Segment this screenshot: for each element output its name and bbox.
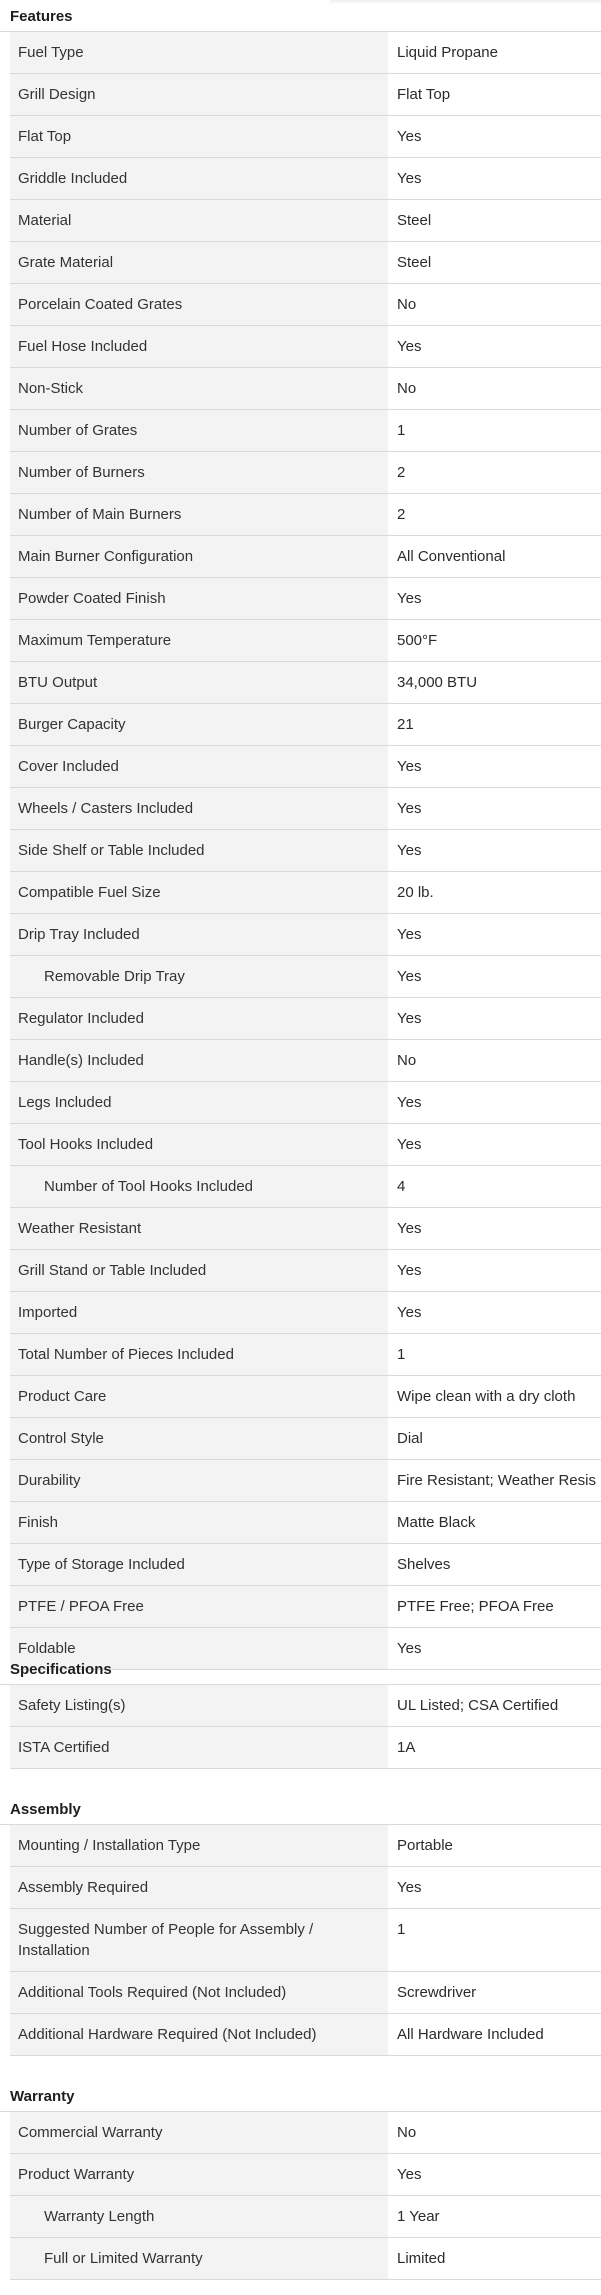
spec-label: Suggested Number of People for Assembly / Installation [10,1909,388,1971]
spec-value: Steel [388,242,601,283]
spec-row [10,956,601,998]
spec-label: Fuel Type [10,32,388,73]
spec-value: All Hardware Included [388,2014,601,2055]
spec-label: Assembly Required [10,1867,388,1908]
assembly-table [10,1825,601,2056]
spec-row [10,200,601,242]
section-title-warranty: Warranty [0,2082,601,2112]
spec-value: Yes [388,1250,601,1291]
spec-value: 1A [388,1727,601,1768]
spec-label: Type of Storage Included [10,1544,388,1585]
spec-label: Fuel Hose Included [10,326,388,367]
spec-row [10,620,601,662]
spec-row [10,1867,601,1909]
spec-row [10,410,601,452]
spec-label: Additional Tools Required (Not Included) [10,1972,388,2013]
assembly-section [0,1795,601,2056]
spec-label: ISTA Certified [10,1727,388,1768]
spec-label: Maximum Temperature [10,620,388,661]
spec-value: 20 lb. [388,872,601,913]
spec-value: Yes [388,578,601,619]
spec-label: Product Care [10,1376,388,1417]
spec-row [10,1685,601,1727]
spec-label: Full or Limited Warranty [10,2238,388,2279]
spec-label: BTU Output [10,662,388,703]
spec-value: Yes [388,830,601,871]
spec-label: Durability [10,1460,388,1501]
spec-label: Main Burner Configuration [10,536,388,577]
spec-row [10,1292,601,1334]
spec-label: Finish [10,1502,388,1543]
spec-row [10,284,601,326]
spec-row [10,1825,601,1867]
spec-row [10,1208,601,1250]
spec-label: Powder Coated Finish [10,578,388,619]
spec-row [10,368,601,410]
spec-value: Yes [388,1292,601,1333]
specifications-table [10,1685,601,1769]
spec-label: Total Number of Pieces Included [10,1334,388,1375]
spec-value: Yes [388,914,601,955]
warranty-table [10,2112,601,2280]
spec-row [10,74,601,116]
spec-value: Yes [388,2154,601,2195]
spec-value: Fire Resistant; Weather Resis [388,1460,601,1501]
spec-row [10,1727,601,1769]
spec-label: Cover Included [10,746,388,787]
spec-label: Regulator Included [10,998,388,1039]
spec-value: PTFE Free; PFOA Free [388,1586,601,1627]
spec-value: No [388,1040,601,1081]
spec-value: Steel [388,200,601,241]
spec-value: 1 Year [388,2196,601,2237]
spec-row [10,1040,601,1082]
spec-label: Legs Included [10,1082,388,1123]
spec-label: Number of Grates [10,410,388,451]
spec-value: Wipe clean with a dry cloth [388,1376,601,1417]
section-title-specifications: Specifications [0,1655,601,1685]
spec-label: Mounting / Installation Type [10,1825,388,1866]
spec-row [10,1972,601,2014]
features-section [0,2,601,1670]
spec-label: Wheels / Casters Included [10,788,388,829]
spec-value: UL Listed; CSA Certified [388,1685,601,1726]
spec-row [10,1124,601,1166]
spec-row [10,914,601,956]
spec-value: Yes [388,1867,601,1908]
spec-value: Yes [388,116,601,157]
spec-label: Grill Design [10,74,388,115]
spec-value: 2 [388,452,601,493]
spec-value: All Conventional [388,536,601,577]
spec-row [10,2112,601,2154]
spec-label: Non-Stick [10,368,388,409]
section-title-assembly: Assembly [0,1795,601,1825]
spec-row [10,662,601,704]
spec-row [10,536,601,578]
spec-row [10,998,601,1040]
spec-row [10,494,601,536]
spec-value: 1 [388,410,601,451]
spec-label: Handle(s) Included [10,1040,388,1081]
spec-value: Matte Black [388,1502,601,1543]
spec-label: Removable Drip Tray [10,956,388,997]
spec-label: Imported [10,1292,388,1333]
spec-label: PTFE / PFOA Free [10,1586,388,1627]
spec-value: Yes [388,788,601,829]
spec-row [10,2014,601,2056]
spec-row [10,2238,601,2280]
spec-value: Liquid Propane [388,32,601,73]
spec-label: Porcelain Coated Grates [10,284,388,325]
spec-value: Yes [388,746,601,787]
spec-value: Yes [388,1082,601,1123]
spec-row [10,326,601,368]
spec-value: No [388,284,601,325]
spec-row [10,1544,601,1586]
spec-row [10,1334,601,1376]
spec-value: Dial [388,1418,601,1459]
spec-row [10,1909,601,1972]
spec-row [10,704,601,746]
spec-value: Screwdriver [388,1972,601,2013]
spec-row [10,1460,601,1502]
spec-label: Flat Top [10,116,388,157]
spec-label: Material [10,200,388,241]
spec-value: 21 [388,704,601,745]
spec-row [10,2196,601,2238]
spec-row [10,116,601,158]
spec-value: 500°F [388,620,601,661]
spec-label: Side Shelf or Table Included [10,830,388,871]
spec-value: Yes [388,998,601,1039]
spec-label: Grate Material [10,242,388,283]
spec-label: Drip Tray Included [10,914,388,955]
spec-row [10,1502,601,1544]
spec-row [10,158,601,200]
specifications-section [0,1655,601,1769]
spec-label: Product Warranty [10,2154,388,2195]
spec-value: Portable [388,1825,601,1866]
spec-value: Shelves [388,1544,601,1585]
spec-value: Yes [388,956,601,997]
spec-row [10,1376,601,1418]
spec-label: Additional Hardware Required (Not Included) [10,2014,388,2055]
spec-label: Number of Tool Hooks Included [10,1166,388,1207]
spec-row [10,578,601,620]
spec-value: 34,000 BTU [388,662,601,703]
spec-value: Yes [388,158,601,199]
spec-row [10,872,601,914]
spec-row [10,1082,601,1124]
warranty-section [0,2082,601,2280]
spec-row [10,1250,601,1292]
spec-label: Tool Hooks Included [10,1124,388,1165]
spec-label: Number of Burners [10,452,388,493]
spec-label: Foldable [10,1628,388,1669]
spec-row [10,1166,601,1208]
spec-row [10,1586,601,1628]
spec-row [10,32,601,74]
spec-label: Control Style [10,1418,388,1459]
spec-row [10,1418,601,1460]
spec-value: Limited [388,2238,601,2279]
spec-label: Weather Resistant [10,1208,388,1249]
spec-label: Griddle Included [10,158,388,199]
spec-value: No [388,2112,601,2153]
spec-value: 4 [388,1166,601,1207]
spec-row [10,452,601,494]
features-table [10,32,601,1670]
spec-value: Yes [388,326,601,367]
spec-value: Flat Top [388,74,601,115]
spec-label: Compatible Fuel Size [10,872,388,913]
section-title-features: Features [0,2,601,32]
spec-value: 1 [388,1909,601,1971]
spec-value: Yes [388,1628,601,1669]
spec-value: 2 [388,494,601,535]
spec-row [10,2154,601,2196]
spec-row [10,830,601,872]
spec-value: No [388,368,601,409]
spec-value: Yes [388,1208,601,1249]
spec-label: Burger Capacity [10,704,388,745]
spec-label: Grill Stand or Table Included [10,1250,388,1291]
spec-value: Yes [388,1124,601,1165]
spec-value: 1 [388,1334,601,1375]
spec-label: Warranty Length [10,2196,388,2237]
spec-row [10,746,601,788]
spec-row [10,242,601,284]
spec-label: Safety Listing(s) [10,1685,388,1726]
spec-row [10,788,601,830]
spec-label: Number of Main Burners [10,494,388,535]
spec-label: Commercial Warranty [10,2112,388,2153]
